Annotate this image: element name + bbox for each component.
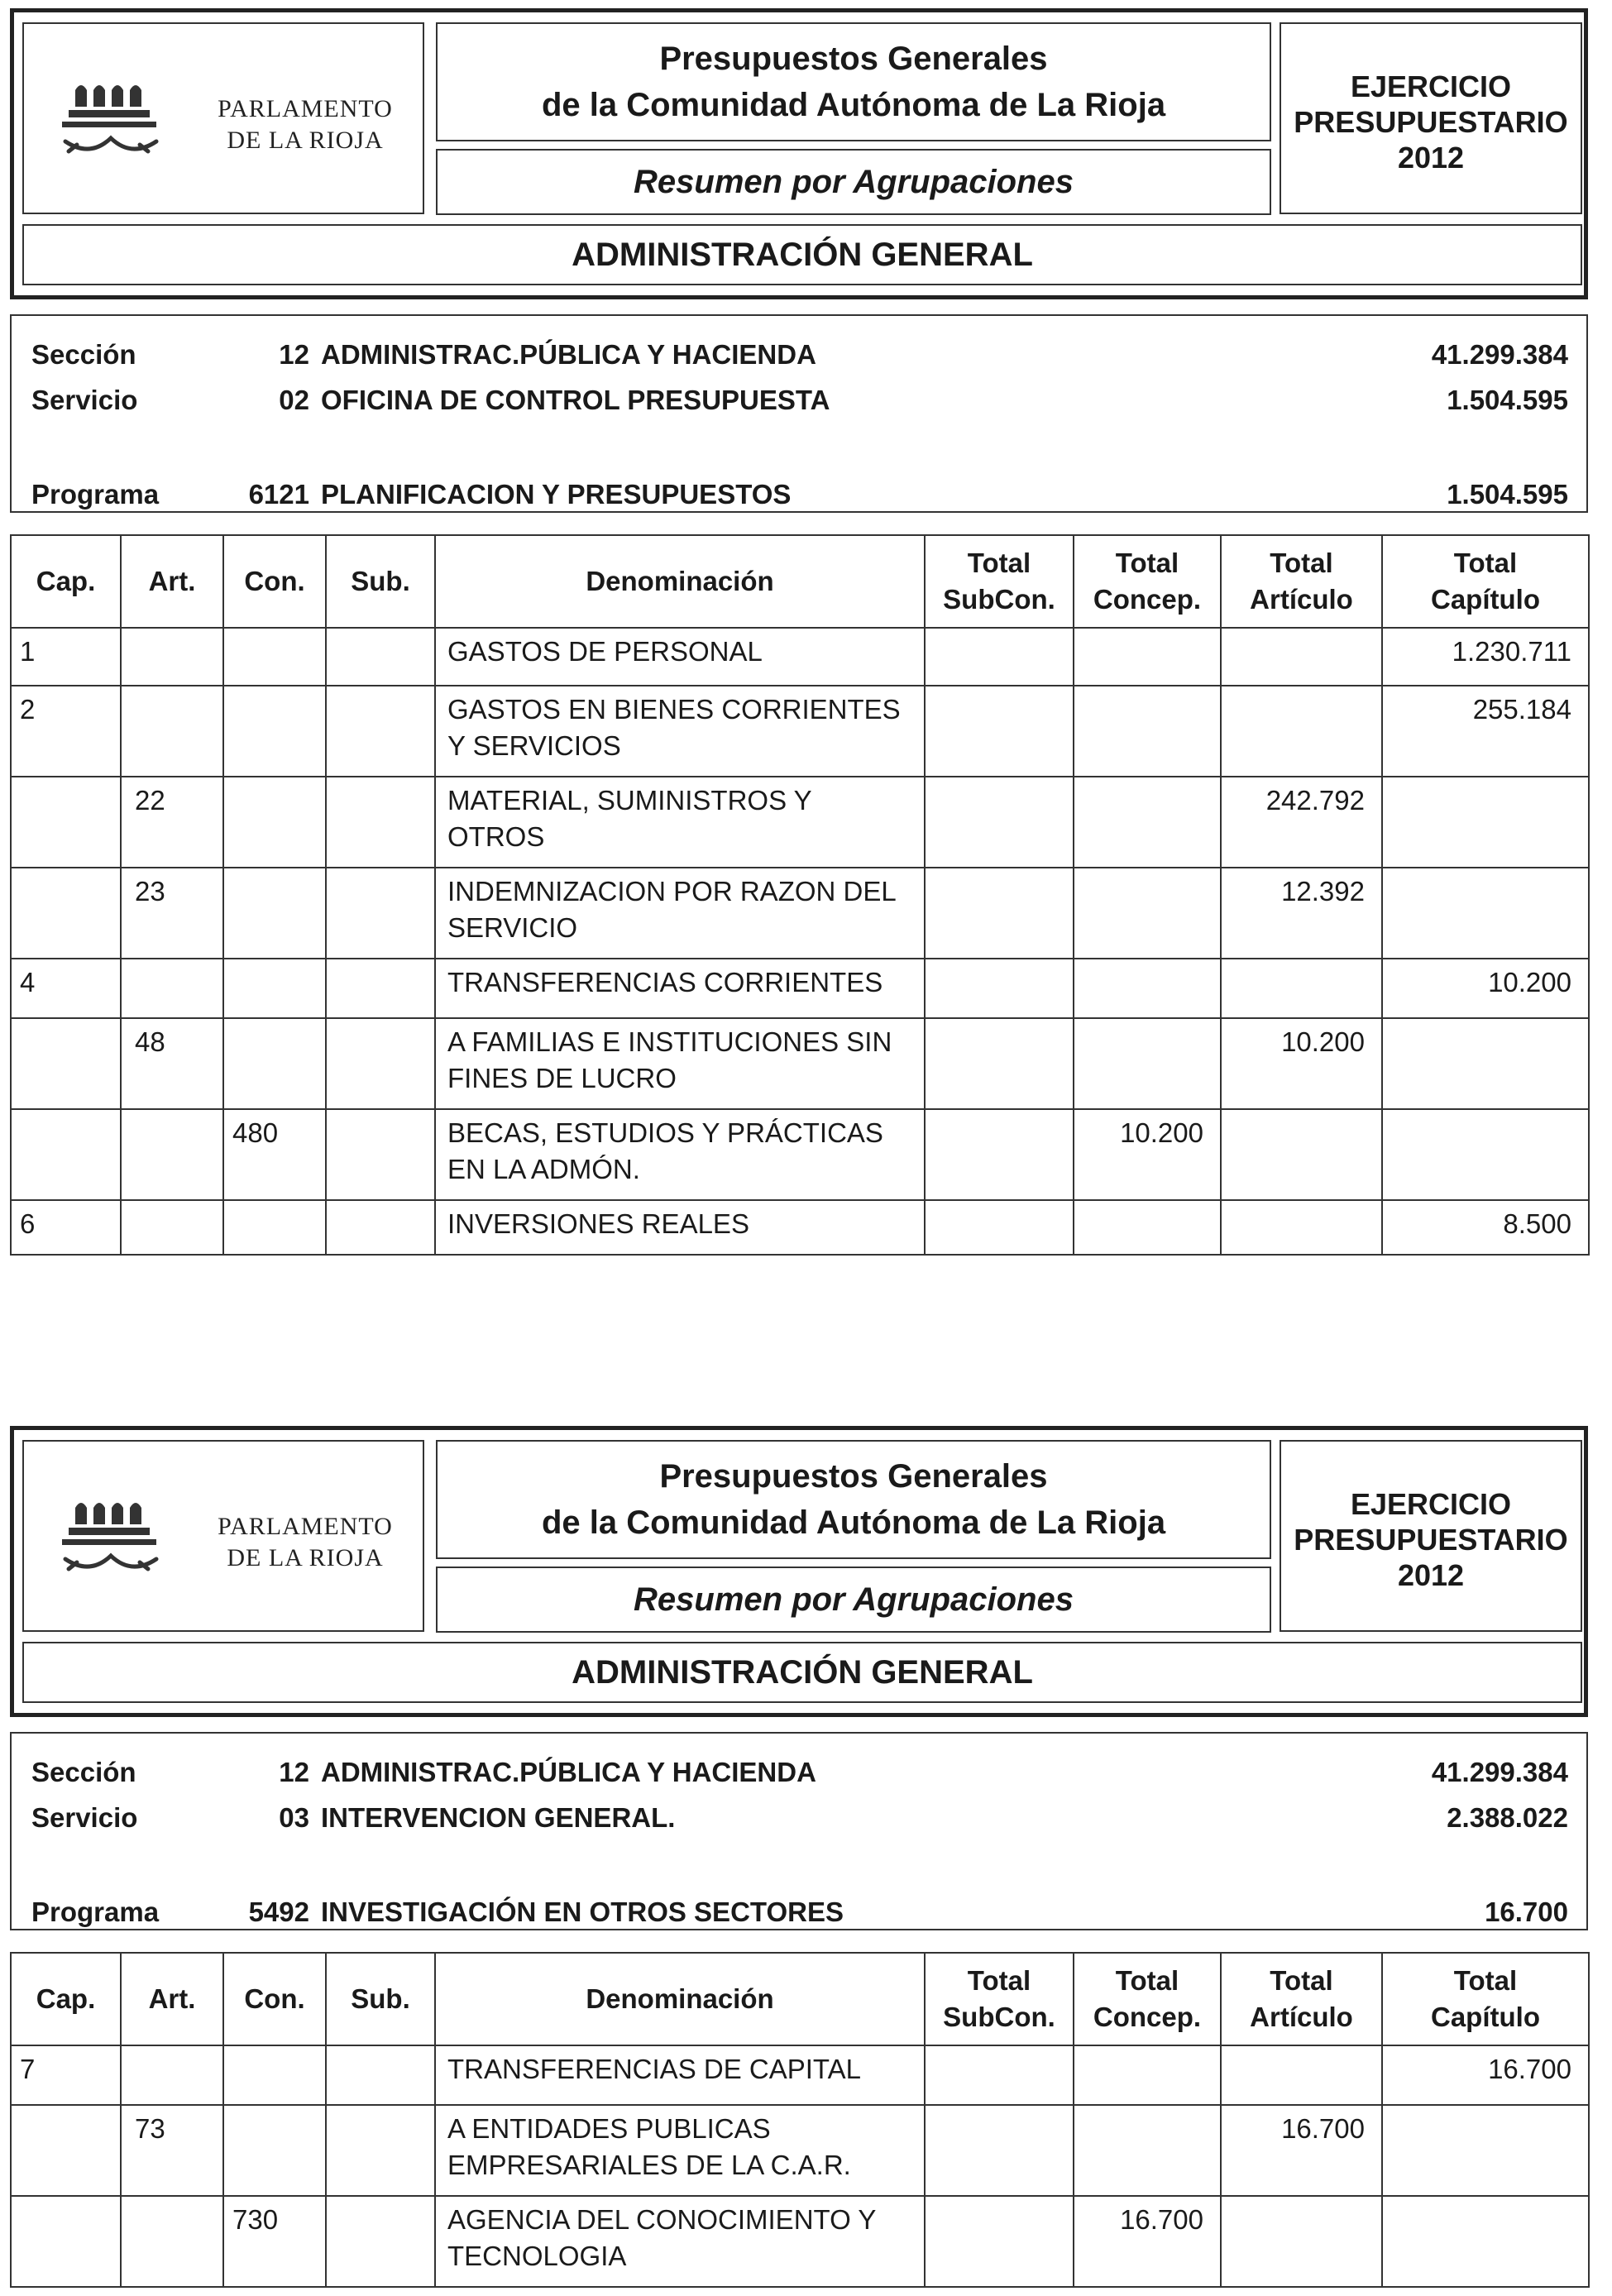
table-row [11,1018,1589,1109]
cell-denominacion [435,777,925,868]
denominacion-line-2: FINES DE LUCRO [447,1063,677,1093]
cell-cap: 2 [11,686,121,777]
cell-con [223,686,326,777]
cell-total-subcon [925,777,1074,868]
cell-cap: 6 [11,1200,121,1255]
cell-sub [326,2045,435,2105]
cell-total-capitulo [1382,2196,1589,2287]
cell-denominacion [435,1018,925,1109]
servicio-code: 02 [279,385,309,415]
servicio-row [12,381,1586,419]
cell-denominacion [435,686,925,777]
title-line-1: Presupuestos Generales [659,1458,1048,1495]
denominacion-line-2: EN LA ADMÓN. [447,1154,640,1184]
cell-art: 23 [121,868,223,959]
cell-denominacion [435,628,925,686]
cell-sub [326,868,435,959]
cell-art [121,2045,223,2105]
col-con: Con. [223,535,326,628]
cell-total-concep [1074,1018,1221,1109]
cell-total-articulo: 242.792 [1221,777,1382,868]
programa-name: INVESTIGACIÓN EN OTROS SECTORES [321,1897,844,1927]
cell-total-subcon [925,2105,1074,2196]
programa-row [12,1893,1586,1931]
denominacion-line-2: Y SERVICIOS [447,730,621,761]
cell-total-subcon [925,628,1074,686]
cell-denominacion [435,868,925,959]
administration-title: ADMINISTRACIÓN GENERAL [22,224,1582,285]
cell-sub [326,959,435,1018]
programa-label: Programa [31,479,160,509]
servicio-label: Servicio [31,385,138,415]
cell-con [223,777,326,868]
cell-cap [11,777,121,868]
col-art: Art. [121,535,223,628]
cell-art: 22 [121,777,223,868]
cell-total-capitulo: 10.200 [1382,959,1589,1018]
cell-total-subcon [925,1109,1074,1200]
cell-sub [326,2105,435,2196]
document-subtitle: Resumen por Agrupaciones [436,149,1271,215]
denominacion-line-1: A FAMILIAS E INSTITUCIONES SIN [447,1026,892,1057]
programa-code: 5492 [248,1897,309,1927]
cell-con [223,628,326,686]
denominacion-line-1: MATERIAL, SUMINISTROS Y [447,785,812,816]
programa-label: Programa [31,1897,160,1927]
cell-total-capitulo [1382,777,1589,868]
table-row [11,628,1589,686]
cell-con: 730 [223,2196,326,2287]
cell-total-concep: 16.700 [1074,2196,1221,2287]
seccion-amount: 41.299.384 [1431,339,1568,370]
col-total-concep: Total Concep. [1074,535,1221,628]
cell-sub [326,777,435,868]
servicio-name: OFICINA DE CONTROL PRESUPUESTA [321,385,830,415]
fiscal-year-line-1: EJERCICIO [1350,1487,1512,1521]
cell-total-subcon [925,1200,1074,1255]
cell-total-capitulo: 16.700 [1382,2045,1589,2105]
cell-denominacion [435,1109,925,1200]
cell-total-capitulo [1382,1109,1589,1200]
denominacion-line-1: GASTOS EN BIENES CORRIENTES [447,694,901,725]
seccion-label: Sección [31,1757,136,1787]
fiscal-year-value: 2012 [1397,141,1465,175]
section-summary [10,314,1588,513]
table-row [11,959,1589,1018]
cell-total-articulo: 10.200 [1221,1018,1382,1109]
cell-cap [11,868,121,959]
cell-art [121,1109,223,1200]
programa-code: 6121 [248,479,309,509]
logo-line-1: PARLAMENTO [218,95,393,122]
fiscal-year-box [1280,1440,1582,1632]
cell-con [223,2105,326,2196]
cell-total-articulo [1221,1109,1382,1200]
cell-total-subcon [925,2196,1074,2287]
table-row [11,777,1589,868]
parliament-logo-box [22,22,424,214]
table-row [11,1200,1589,1255]
cell-cap [11,2105,121,2196]
cell-total-concep [1074,777,1221,868]
cell-con [223,1018,326,1109]
col-art: Art. [121,1953,223,2045]
administration-title: ADMINISTRACIÓN GENERAL [22,1642,1582,1703]
programa-name: PLANIFICACION Y PRESUPUESTOS [321,479,792,509]
cell-total-concep [1074,1200,1221,1255]
cell-total-concep [1074,959,1221,1018]
document-subtitle: Resumen por Agrupaciones [436,1567,1271,1633]
logo-line-2: DE LA RIOJA [227,127,384,154]
parliament-name [206,93,404,156]
cell-total-capitulo [1382,868,1589,959]
document-title [436,22,1271,141]
cell-art [121,2196,223,2287]
cell-sub [326,1109,435,1200]
denominacion-line-1: INDEMNIZACION POR RAZON DEL [447,876,897,906]
cell-total-capitulo: 1.230.711 [1382,628,1589,686]
seccion-code: 12 [279,1757,309,1787]
cell-denominacion [435,2196,925,2287]
cell-con [223,959,326,1018]
cell-total-articulo [1221,1200,1382,1255]
cell-art: 73 [121,2105,223,2196]
denominacion-line-1: AGENCIA DEL CONOCIMIENTO Y [447,2204,877,2235]
cell-sub [326,628,435,686]
table-body [11,2045,1589,2287]
cell-total-capitulo: 8.500 [1382,1200,1589,1255]
seccion-amount: 41.299.384 [1431,1757,1568,1787]
fiscal-year-box [1280,22,1582,214]
cell-art: 48 [121,1018,223,1109]
cell-total-capitulo: 255.184 [1382,686,1589,777]
cell-sub [326,686,435,777]
cell-cap: 7 [11,2045,121,2105]
fiscal-year-value: 2012 [1397,1558,1465,1592]
col-con: Con. [223,1953,326,2045]
cell-total-articulo [1221,686,1382,777]
seccion-row [12,1753,1586,1791]
title-line-1: Presupuestos Generales [659,41,1048,77]
seccion-row [12,336,1586,374]
col-sub: Sub. [326,535,435,628]
table-row [11,868,1589,959]
denominacion-line-2: EMPRESARIALES DE LA C.A.R. [447,2150,851,2180]
logo-line-1: PARLAMENTO [218,1513,393,1540]
cell-art [121,686,223,777]
col-cap: Cap. [11,1953,121,2045]
cell-denominacion [435,2045,925,2105]
cell-total-subcon [925,2045,1074,2105]
cell-total-capitulo [1382,2105,1589,2196]
col-denominacion: Denominación [435,535,925,628]
cell-con: 480 [223,1109,326,1200]
col-total-capitulo: Total Capítulo [1382,535,1589,628]
fiscal-year-line-2: PRESUPUESTARIO [1294,105,1568,139]
col-total-articulo: Total Artículo [1221,535,1382,628]
programa-row [12,476,1586,514]
budget-table [10,534,1590,1256]
cell-con [223,868,326,959]
cell-sub [326,1200,435,1255]
seccion-label: Sección [31,339,136,370]
cell-total-capitulo [1382,1018,1589,1109]
col-total-articulo: Total Artículo [1221,1953,1382,2045]
cell-con [223,2045,326,2105]
denominacion-line-2: TECNOLOGIA [447,2241,627,2271]
col-total-subcon: Total SubCon. [925,1953,1074,2045]
document-header [10,1426,1588,1717]
title-line-2: de la Comunidad Autónoma de La Rioja [541,87,1166,123]
servicio-amount: 1.504.595 [1447,385,1568,415]
cell-cap [11,1109,121,1200]
cell-total-articulo: 16.700 [1221,2105,1382,2196]
logo-line-2: DE LA RIOJA [227,1544,384,1571]
cell-total-articulo [1221,628,1382,686]
cell-cap: 1 [11,628,121,686]
cell-art [121,959,223,1018]
cell-total-concep [1074,686,1221,777]
servicio-label: Servicio [31,1802,138,1833]
parliament-emblem-icon [57,1483,181,1590]
table-header-row [11,1953,1589,2045]
table-row [11,2196,1589,2287]
denominacion-line-2: OTROS [447,821,545,852]
denominacion-line-1: GASTOS DE PERSONAL [447,636,763,667]
document-header [10,8,1588,299]
programa-amount: 16.700 [1485,1897,1568,1927]
denominacion-line-1: TRANSFERENCIAS CORRIENTES [447,967,883,997]
denominacion-line-1: TRANSFERENCIAS DE CAPITAL [447,2054,861,2084]
cell-denominacion [435,1200,925,1255]
document-title [436,1440,1271,1559]
cell-total-concep [1074,628,1221,686]
cell-total-subcon [925,868,1074,959]
title-line-2: de la Comunidad Autónoma de La Rioja [541,1504,1166,1541]
col-total-subcon: Total SubCon. [925,535,1074,628]
cell-total-concep [1074,2045,1221,2105]
servicio-name: INTERVENCION GENERAL. [321,1802,676,1833]
denominacion-line-1: INVERSIONES REALES [447,1208,749,1239]
cell-total-subcon [925,959,1074,1018]
denominacion-line-1: A ENTIDADES PUBLICAS [447,2113,771,2144]
cell-cap [11,2196,121,2287]
cell-total-articulo [1221,959,1382,1018]
servicio-code: 03 [279,1802,309,1833]
cell-total-articulo: 12.392 [1221,868,1382,959]
cell-total-concep [1074,2105,1221,2196]
col-sub: Sub. [326,1953,435,2045]
col-denominacion: Denominación [435,1953,925,2045]
cell-cap [11,1018,121,1109]
table-row [11,686,1589,777]
programa-amount: 1.504.595 [1447,479,1568,509]
budget-table [10,1952,1590,2288]
cell-denominacion [435,2105,925,2196]
cell-cap: 4 [11,959,121,1018]
col-total-capitulo: Total Capítulo [1382,1953,1589,2045]
table-header-row [11,535,1589,628]
col-total-concep: Total Concep. [1074,1953,1221,2045]
fiscal-year-line-2: PRESUPUESTARIO [1294,1523,1568,1557]
cell-total-articulo [1221,2196,1382,2287]
seccion-name: ADMINISTRAC.PÚBLICA Y HACIENDA [321,1757,816,1787]
servicio-amount: 2.388.022 [1447,1802,1568,1833]
cell-sub [326,2196,435,2287]
section-summary [10,1732,1588,1930]
denominacion-line-1: BECAS, ESTUDIOS Y PRÁCTICAS [447,1117,883,1148]
cell-denominacion [435,959,925,1018]
cell-total-articulo [1221,2045,1382,2105]
col-cap: Cap. [11,535,121,628]
cell-total-concep [1074,868,1221,959]
seccion-name: ADMINISTRAC.PÚBLICA Y HACIENDA [321,339,816,370]
cell-art [121,1200,223,1255]
parliament-name [206,1511,404,1574]
cell-total-concep: 10.200 [1074,1109,1221,1200]
cell-art [121,628,223,686]
table-row [11,1109,1589,1200]
seccion-code: 12 [279,339,309,370]
parliament-logo-box [22,1440,424,1632]
cell-con [223,1200,326,1255]
fiscal-year-line-1: EJERCICIO [1350,69,1512,103]
parliament-emblem-icon [57,65,181,173]
servicio-row [12,1799,1586,1837]
cell-sub [326,1018,435,1109]
cell-total-subcon [925,1018,1074,1109]
denominacion-line-2: SERVICIO [447,912,578,943]
table-row [11,2045,1589,2105]
table-body [11,628,1589,1255]
table-row [11,2105,1589,2196]
cell-total-subcon [925,686,1074,777]
